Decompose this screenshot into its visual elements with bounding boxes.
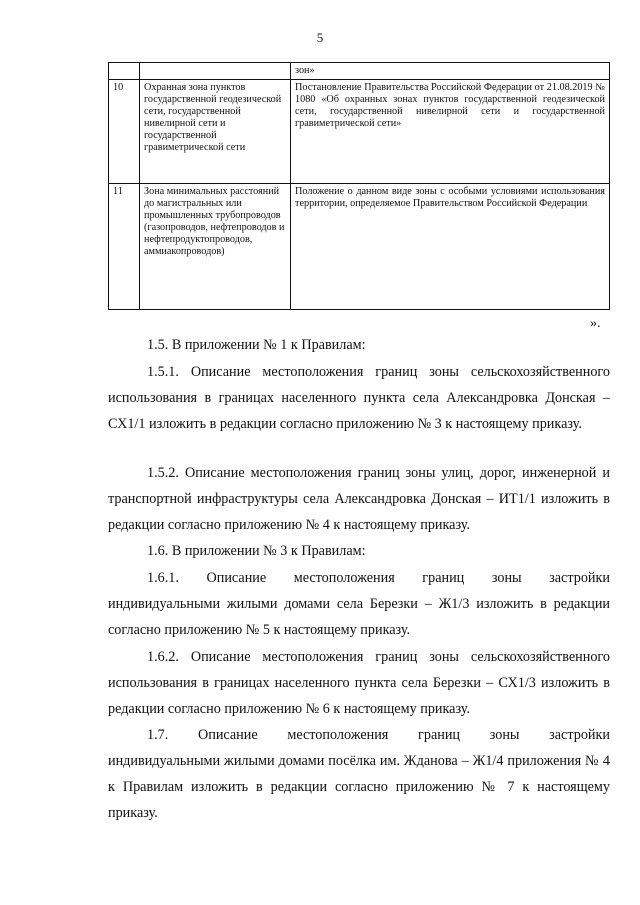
paragraph-1-7-rest: индивидуальными жилыми домами посёлка им. Жданова – Ж1/4 приложения № 4 к Правилам изложить в редакции согласно приложению № 7 к настоящему приказу. (108, 753, 610, 821)
zone-document: Постановление Правительства Российской Федерации от 21.08.2019 № 1080 «Об охранных зонах пунктов государственной геодезической сети, государственной нивелирной сети и государственной гравиметрической сети» (291, 80, 610, 184)
zone-name: Охранная зона пунктов государственной геодезической сети, государственной нивелирной сети и государственной гравиметрической сети (140, 80, 291, 184)
table-row (109, 184, 610, 310)
closing-quote: ». (590, 316, 601, 331)
paragraph-1-6: 1.6. В приложении № 3 к Правилам: (147, 543, 366, 559)
paragraph-1-5: 1.5. В приложении № 1 к Правилам: (147, 337, 366, 353)
zone-name: Зона минимальных расстояний до магистральных или промышленных трубопроводов (газопроводов, нефтепроводов и нефтепродуктопроводов, аммиакопроводов) (140, 184, 291, 310)
row-number: 11 (109, 184, 140, 310)
table-row (109, 63, 610, 80)
paragraph-1-5-2: 1.5.2. Описание местоположения границ зоны улиц, дорог, инженерной и транспортной инфраструктуры села Александровка Донская – ИТ1/1 изложить в редакции согласно приложению № 4 к настоящему приказу. (108, 465, 610, 533)
paragraph-1-6-2: 1.6.2. Описание местоположения границ зоны сельскохозяйственного использования в границах населенного пункта села Березки – СХ1/3 изложить в редакции согласно приложению № 6 к настоящему приказу. (108, 649, 610, 717)
row-number: 10 (109, 80, 140, 184)
table-cell-continuation: зон» (291, 63, 610, 80)
zone-document: Положение о данном виде зоны с особыми условиями использования территории, определяемое Правительством Российской Федерации (291, 184, 610, 310)
table-cell (140, 63, 291, 80)
table-cell (109, 63, 140, 80)
paragraph-1-5-1: 1.5.1. Описание местоположения границ зоны сельскохозяйственного использования в границах населенного пункта села Александровка Донская – СХ1/1 изложить в редакции согласно приложению № 3 к настоящему приказу. (108, 364, 610, 432)
table-row (109, 80, 610, 184)
zones-table (108, 62, 610, 310)
paragraph-1-6-1-line1: 1.6.1. Описание местоположения границ зоны застройки (147, 570, 610, 586)
page-number: 5 (316, 30, 324, 45)
paragraph-1-7-line1: 1.7. Описание местоположения границ зоны застройки (147, 727, 610, 743)
paragraph-1-6-1-rest: индивидуальными жилыми домами села Березки – Ж1/3 изложить в редакции согласно приложению № 5 к настоящему приказу. (108, 596, 610, 638)
